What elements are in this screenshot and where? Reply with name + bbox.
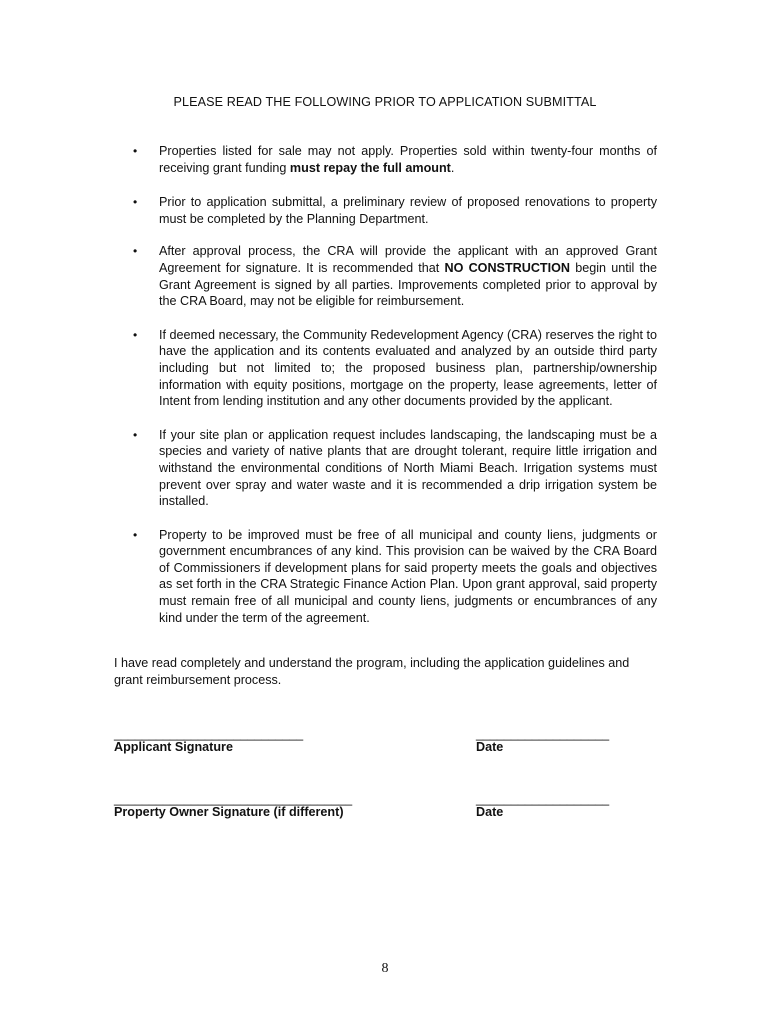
owner-date-line[interactable]: ___________________: [476, 792, 610, 806]
list-item: [0, 243, 657, 309]
owner-signature-line[interactable]: __________________________________: [114, 792, 353, 806]
acknowledgement-statement: I have read completely and understand the program, including the application guidelines and grant reimbursement process.: [114, 656, 630, 687]
bullet-text: Property to be improved must be free of all municipal and county liens, judgments or government encumbrances of any kind. This provision can be waived by the CRA Board of Commissioners if development plans for said property meets the goals and objectives as set forth in the CRA Strategic Finance Action Plan. Upon grant approval, said property must remain free of all municipal and county liens, judgments or encumbrances of any kind under the term of the agreement.: [159, 527, 657, 625]
bullet-emphasis: must repay the full amount: [289, 160, 451, 175]
page-heading: PLEASE READ THE FOLLOWING PRIOR TO APPLICATION SUBMITTAL: [173, 95, 597, 109]
bullet-icon: •: [133, 195, 138, 210]
bullet-icon: •: [133, 527, 138, 542]
bullet-text: If your site plan or application request includes landscaping, the landscaping must be a species and variety of native plants that are drought tolerant, require little irrigation and withstand the environmental conditions of North Miami Beach. Irrigation systems must prevent over spray and water waste and it is recommended a drip irrigation system be installed.: [159, 427, 657, 509]
list-item: [0, 194, 657, 227]
owner-date-label: Date: [476, 805, 504, 819]
bullet-emphasis: NO CONSTRUCTION: [444, 260, 571, 275]
list-item: [0, 143, 657, 176]
applicant-signature-label: Applicant Signature: [114, 740, 233, 754]
applicant-date-line[interactable]: ___________________: [476, 727, 610, 741]
bullet-text-end: .: [450, 160, 455, 175]
applicant-date-label: Date: [476, 740, 504, 754]
bullet-text-end: begin until the Grant Agreement is signed by all parties. Improvements completed prior to approval by the CRA Board, may not be eligible for reimbursement.: [159, 260, 658, 309]
list-item: [0, 327, 657, 410]
bullet-icon: •: [133, 427, 138, 442]
list-item: [0, 427, 657, 510]
owner-signature-label: Property Owner Signature (if different): [114, 805, 344, 819]
list-item: [0, 527, 657, 627]
guidelines-list: [0, 143, 770, 626]
page-number: 8: [381, 961, 389, 976]
bullet-text: Properties listed for sale may not apply. Properties sold within twenty-four months of receiving grant funding: [159, 144, 657, 175]
bullet-icon: •: [133, 144, 138, 158]
bullet-text: If deemed necessary, the Community Redevelopment Agency (CRA) reserves the right to have the application and its contents evaluated and analyzed by an outside third party including but not limited to; the proposed business plan, partnership/ownership information with equity positions, mortgage on the property, lease agreements, letter of Intent from lending institution and any other documents provided by the applicant.: [159, 327, 657, 409]
bullet-text: After approval process, the CRA will provide the applicant with an approved Grant Agreement for signature. It is recommended that: [159, 244, 657, 275]
bullet-icon: •: [133, 244, 138, 259]
bullet-icon: •: [133, 327, 138, 342]
applicant-signature-line[interactable]: ___________________________: [114, 727, 304, 741]
bullet-text: Prior to application submittal, a preliminary review of proposed renovations to property must be completed by the Planning Department.: [159, 195, 657, 226]
